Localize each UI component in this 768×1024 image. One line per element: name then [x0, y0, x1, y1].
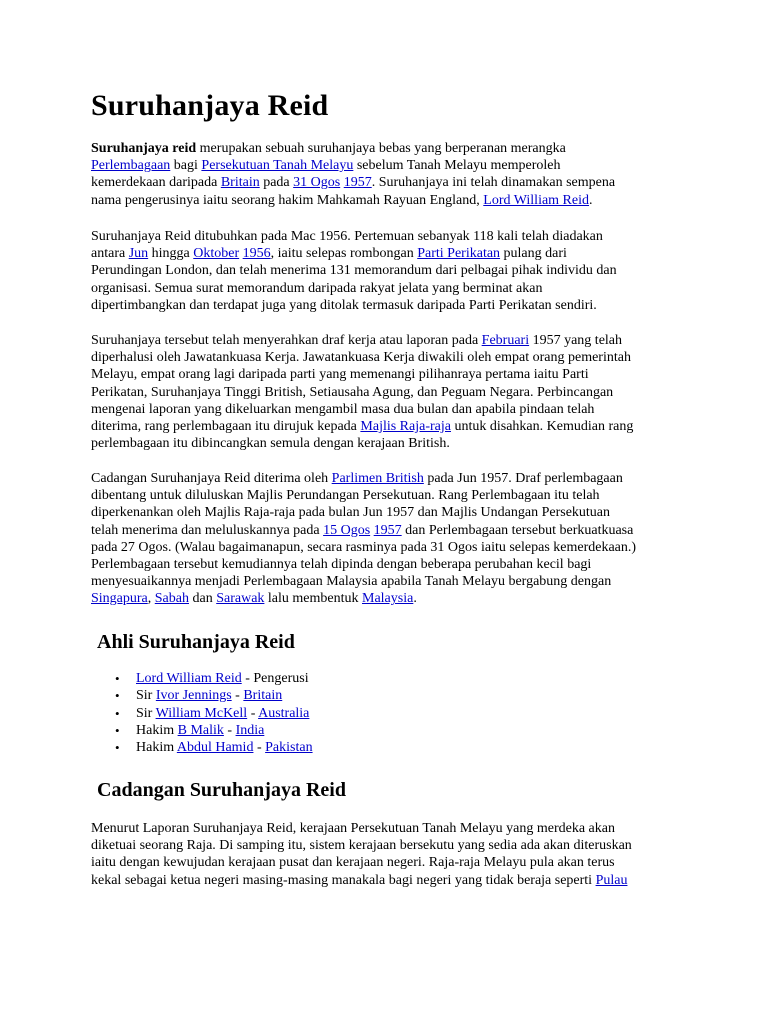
link-15-ogos[interactable]: 15 Ogos: [323, 522, 371, 538]
text-line: Cadangan Suruhanjaya Reid diterima oleh Parlimen British pada Jun 1957. Draf perlembagaan: [91, 471, 623, 486]
text-line: kekal sebagai ketua negeri masing-masing manakala bagi negeri yang tidak beraja seperti Pulau: [91, 872, 628, 888]
text-line: iaitu dengan kewujudan kerajaan pusat dan kerajaan negeri. Raja-raja Melayu pula akan terus: [91, 855, 615, 871]
link-31-ogos[interactable]: 31 Ogos: [293, 175, 341, 191]
list-item: • Lord William Reid - Pengerusi: [91, 670, 313, 687]
text-line: antara Jun hingga Oktober 1956, iaitu selepas rombongan Parti Perikatan pulang dari: [91, 246, 567, 262]
paragraph-approval: [91, 470, 691, 608]
link-member-name[interactable]: B Malik: [177, 722, 224, 738]
link-sarawak[interactable]: Sarawak: [216, 591, 265, 607]
text-line: menyesuaikannya menjadi Perlembagaan Malaysia apabila Tanah Melayu bergabung dengan: [91, 574, 612, 590]
text-line: Suruhanjaya Reid ditubuhkan pada Mac 1956. Pertemuan sebanyak 118 kali telah diadakan: [91, 229, 603, 244]
list-item: • Hakim B Malik - India: [91, 722, 313, 739]
link-sabah[interactable]: Sabah: [154, 591, 189, 607]
link-member-country[interactable]: India: [235, 722, 265, 738]
text-line: Menurut Laporan Suruhanjaya Reid, kerajaan Persekutuan Tanah Melayu yang merdeka akan: [91, 821, 615, 836]
text-line: perlembagaan itu dibincangkan semula dengan kerajaan British.: [91, 436, 450, 452]
text-line: Singapura, Sabah dan Sarawak lalu membentuk Malaysia.: [91, 591, 417, 607]
link-persekutuan-tanah-melayu[interactable]: Persekutuan Tanah Melayu: [201, 158, 354, 174]
text-line: diterima, rang perlembagaan itu dirujuk kepada Majlis Raja-raja untuk disahkan. Kemudian rang: [91, 419, 634, 435]
text-line: Suruhanjaya tersebut telah menyerahkan draf kerja atau laporan pada Februari 1957 yang telah: [91, 333, 623, 348]
text-line: Suruhanjaya reid merupakan sebuah suruhanjaya bebas yang berperanan merangka: [91, 141, 566, 156]
text-line: mengenai laporan yang dikeluarkan mengambil masa dua bulan dan apabila pindaan telah: [91, 401, 595, 417]
link-member-name[interactable]: Abdul Hamid: [176, 740, 254, 756]
link-member-country[interactable]: Australia: [258, 705, 310, 721]
text-line: Perundingan London, dan telah menerima 131 memorandum dari pelbagai pihak individu dan: [91, 263, 617, 279]
link-lord-william-reid[interactable]: Lord William Reid: [483, 192, 589, 208]
link-malaysia[interactable]: Malaysia: [362, 591, 414, 607]
text-line: Perlembagaan tersebut kemudiannya telah dipinda dengan beberapa perubahan kecil bagi: [91, 557, 592, 573]
text-line: organisasi. Semua surat memorandum daripada rakyat jelata yang berminat akan: [91, 280, 543, 296]
link-singapura[interactable]: Singapura: [91, 591, 148, 607]
members-list: [91, 670, 313, 756]
link-member-country[interactable]: Britain: [243, 688, 283, 704]
link-parti-perikatan[interactable]: Parti Perikatan: [417, 246, 501, 262]
link-perlembagaan[interactable]: Perlembagaan: [91, 158, 171, 174]
paragraph-establishment: [91, 228, 691, 314]
link-oktober[interactable]: Oktober: [193, 246, 240, 262]
bold-term: Suruhanjaya reid: [91, 141, 197, 156]
paragraph-recommendation: [91, 820, 691, 889]
link-1956[interactable]: 1956: [242, 246, 271, 262]
text-line: pada 27 Ogos. (Walau bagaimanapun, secara rasminya pada 31 Ogos iaitu selepas kemerdekaan.): [91, 539, 637, 555]
link-februari[interactable]: Februari: [481, 333, 530, 348]
link-1957-b[interactable]: 1957: [373, 522, 402, 538]
text-line: diperkenankan oleh Majlis Raja-raja pada bulan Jun 1957 dan Majlis Undangan Persekutuan: [91, 505, 611, 521]
link-pulau[interactable]: Pulau: [595, 872, 628, 888]
page-title: Suruhanjaya Reid: [91, 89, 329, 122]
text-line: diperhalusi oleh Jawatankuasa Kerja. Jawatankuasa Kerja diwakili oleh empat orang pemerintah: [91, 350, 631, 366]
link-member-name[interactable]: Lord William Reid: [136, 671, 242, 686]
link-member-name[interactable]: William McKell: [155, 705, 248, 721]
paragraph-intro: [91, 140, 691, 209]
link-britain[interactable]: Britain: [220, 175, 260, 191]
text-line: telah menerima dan meluluskannya pada 15 Ogos 1957 dan Perlembagaan tersebut berkuatkuasa: [91, 522, 634, 538]
section-heading-ahli: Ahli Suruhanjaya Reid: [97, 631, 295, 653]
text-line: Melayu, empat orang lagi daripada parti yang memenangi pilihanraya pertama iaitu Parti: [91, 367, 589, 383]
text-line: kemerdekaan daripada Britain pada 31 Ogos 1957. Suruhanjaya ini telah dinamakan sempena: [91, 175, 616, 191]
link-member-name[interactable]: Ivor Jennings: [155, 688, 232, 704]
section-heading-cadangan: Cadangan Suruhanjaya Reid: [97, 779, 346, 801]
text-line: Perikatan, Suruhanjaya Tinggi British, Setiausaha Agung, dan Peguam Negara. Perbincangan: [91, 384, 614, 400]
list-item: • Sir William McKell - Australia: [91, 705, 313, 722]
text-line: nama pengerusinya iaitu seorang hakim Mahkamah Rayuan England, Lord William Reid.: [91, 192, 593, 208]
text-line: diketuai seorang Raja. Di samping itu, sistem kerajaan bersekutu yang sedia ada akan diteruskan: [91, 838, 632, 854]
link-parlimen-british[interactable]: Parlimen British: [331, 471, 424, 486]
list-item: • Sir Ivor Jennings - Britain: [91, 687, 313, 704]
link-member-country[interactable]: Pakistan: [265, 740, 313, 756]
paragraph-draft: [91, 332, 691, 452]
link-1957[interactable]: 1957: [343, 175, 372, 191]
link-majlis-raja-raja[interactable]: Majlis Raja-raja: [360, 419, 451, 435]
link-jun[interactable]: Jun: [128, 246, 149, 262]
text-line: dibentang untuk diluluskan Majlis Perundangan Persekutuan. Rang Perlembagaan itu telah: [91, 488, 600, 504]
list-item: • Hakim Abdul Hamid - Pakistan: [91, 739, 313, 756]
text-line: Perlembagaan bagi Persekutuan Tanah Melayu sebelum Tanah Melayu memperoleh: [91, 158, 561, 174]
text-line: dipertimbangkan dan terdapat juga yang ditolak termasuk daripada Parti Perikatan sendiri.: [91, 297, 597, 313]
